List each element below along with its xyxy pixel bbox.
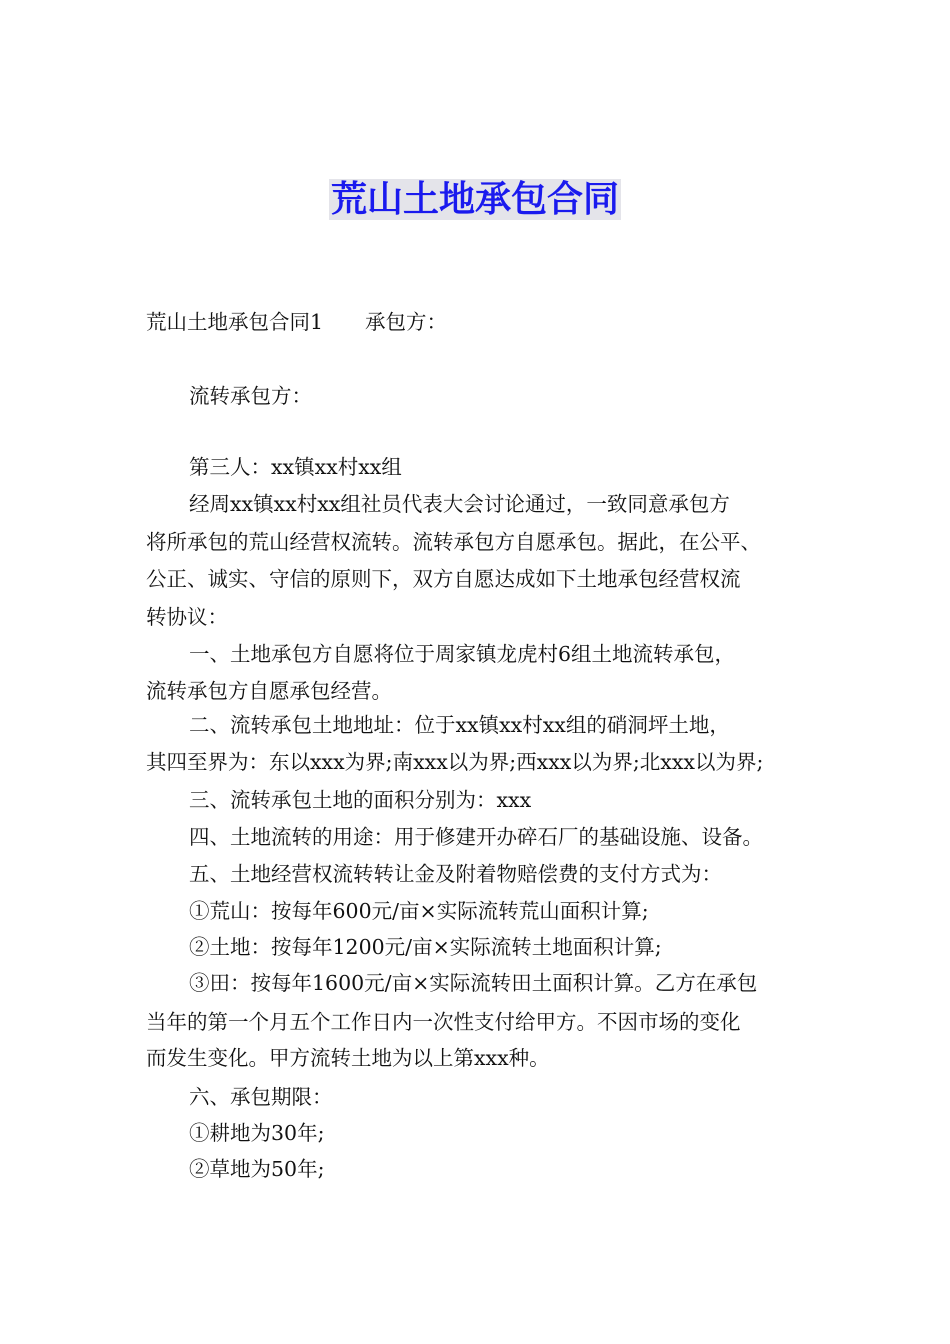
paragraph-line: ①耕地为30年; xyxy=(189,1121,325,1145)
document-title xyxy=(0,175,950,225)
paragraph-line: 流转承包方自愿承包经营。 xyxy=(146,679,392,703)
paragraph-line: 第三人：xx镇xx村xx组 xyxy=(189,455,402,479)
paragraph-line: 流转承包方： xyxy=(189,384,312,408)
paragraph-line: 一、土地承包方自愿将位于周家镇龙虎村6组土地流转承包， xyxy=(189,642,736,666)
paragraph-line: 将所承包的荒山经营权流转。流转承包方自愿承包。据此，在公平、 xyxy=(146,530,761,554)
paragraph-line: 二、流转承包土地地址：位于xx镇xx村xx组的硝洞坪土地， xyxy=(189,713,730,737)
paragraph-line: ①荒山：按每年600元/亩×实际流转荒山面积计算; xyxy=(189,899,649,923)
contractor-label: 承包方： xyxy=(365,310,448,334)
paragraph-line: 公正、诚实、守信的原则下，双方自愿达成如下土地承包经营权流 xyxy=(146,567,741,591)
paragraph-line: 其四至界为：东以xxx为界;南xxx以为界;西xxx以为界;北xxx以为界; xyxy=(146,750,764,774)
contract-heading: 荒山土地承包合同1 xyxy=(146,310,324,334)
paragraph-line: 六、承包期限： xyxy=(189,1085,333,1109)
paragraph-line: 四、土地流转的用途：用于修建开办碎石厂的基础设施、设备。 xyxy=(189,825,763,849)
paragraph-line: ②草地为50年; xyxy=(189,1157,325,1181)
paragraph-line: ③田：按每年1600元/亩×实际流转田土面积计算。乙方在承包 xyxy=(189,971,758,995)
paragraph-line: 而发生变化。甲方流转土地为以上第xxx种。 xyxy=(146,1046,550,1070)
paragraph-line: 五、土地经营权流转转让金及附着物赔偿费的支付方式为： xyxy=(189,862,722,886)
paragraph-line: 经周xx镇xx村xx组社员代表大会讨论通过，一致同意承包方 xyxy=(189,492,730,516)
title-text: 荒山土地承包合同 xyxy=(330,179,619,220)
paragraph-line: 当年的第一个月五个工作日内一次性支付给甲方。不因市场的变化 xyxy=(146,1010,741,1034)
header-line xyxy=(146,307,816,337)
paragraph-line: ②土地：按每年1200元/亩×实际流转土地面积计算; xyxy=(189,935,662,959)
paragraph-line: 三、流转承包土地的面积分别为：xxx xyxy=(189,788,532,812)
paragraph-line: 转协议： xyxy=(146,605,228,629)
